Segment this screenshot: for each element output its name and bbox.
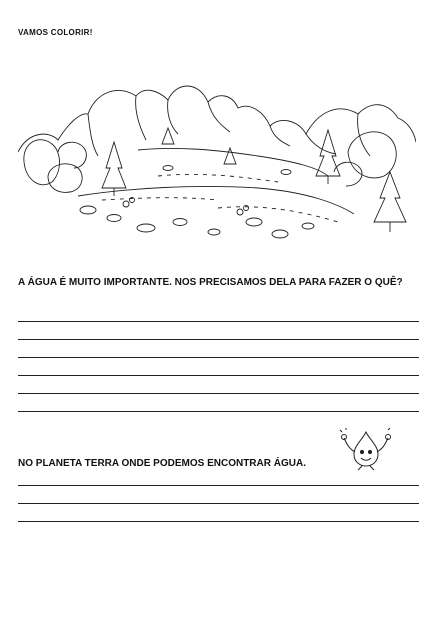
- question-1: A ÁGUA É MUITO IMPORTANTE. NOS PRECISAMOS DELA PARA FAZER O QUÊ?: [18, 277, 403, 288]
- answer-line[interactable]: [18, 375, 419, 376]
- answer-line[interactable]: [18, 393, 419, 394]
- answer-lines-1[interactable]: [18, 321, 419, 412]
- water-drop-mascot-icon: [338, 428, 394, 472]
- answer-line[interactable]: [18, 411, 419, 412]
- question-2: NO PLANETA TERRA ONDE PODEMOS ENCONTRAR ÁGUA.: [18, 458, 306, 469]
- river-landscape-illustration: [18, 72, 416, 244]
- page-title: VAMOS COLORIR!: [18, 28, 93, 37]
- answer-line[interactable]: [18, 357, 419, 358]
- answer-line[interactable]: [18, 503, 419, 504]
- answer-line[interactable]: [18, 321, 419, 322]
- answer-line[interactable]: [18, 521, 419, 522]
- answer-line[interactable]: [18, 485, 419, 486]
- answer-lines-2[interactable]: [18, 485, 419, 522]
- answer-line[interactable]: [18, 339, 419, 340]
